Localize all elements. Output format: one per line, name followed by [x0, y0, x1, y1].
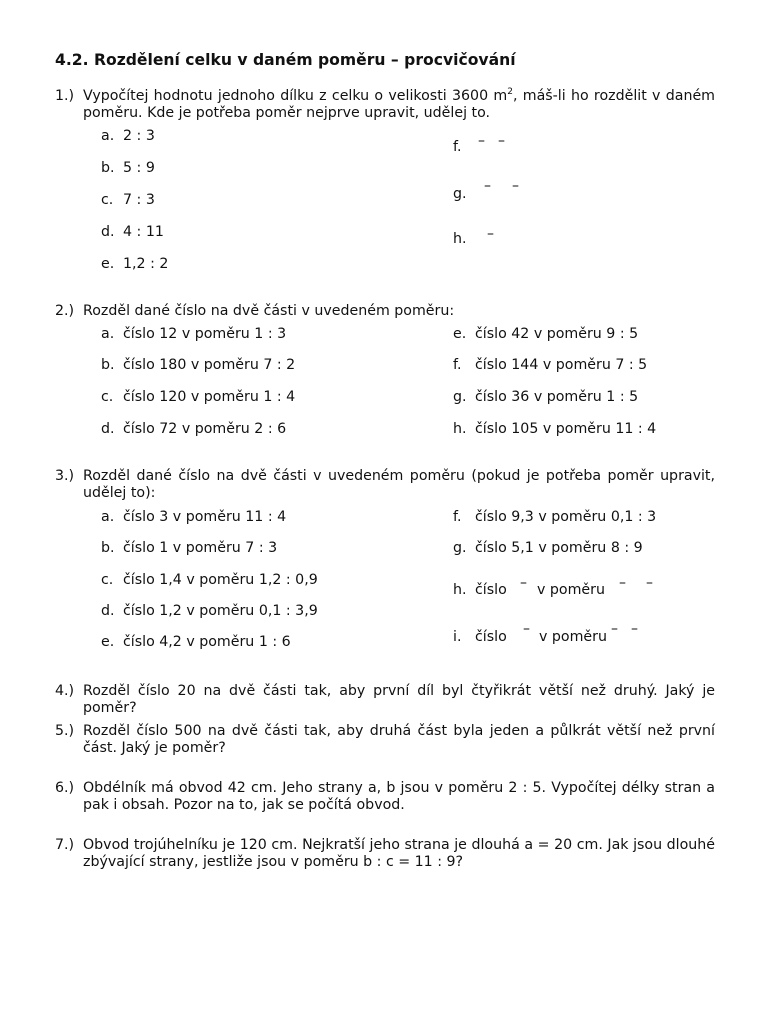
fraction-bar: – — [498, 133, 505, 149]
question-number: 5.) — [55, 723, 75, 739]
q2-item-a: a. číslo 12 v poměru 1 : 3 — [101, 326, 287, 342]
question-text: Rozděl dané číslo na dvě části v uvedeném poměru (pokud je potřeba poměr upravit, udělej to): — [83, 468, 715, 501]
page-title: 4.2. Rozdělení celku v daném poměru – procvičování — [55, 51, 516, 69]
q2-item-e: e. číslo 42 v poměru 9 : 5 — [453, 326, 639, 342]
question-2 — [55, 303, 715, 320]
q1-item-g: g. — [453, 186, 467, 202]
q2-item-b: b. číslo 180 v poměru 7 : 2 — [101, 357, 296, 373]
q2-item-f: f. číslo 144 v poměru 7 : 5 — [453, 357, 648, 373]
question-4 — [55, 683, 715, 717]
fraction-bar: – — [520, 575, 527, 591]
fraction-bar: – — [646, 575, 653, 591]
q3-item-b: b. číslo 1 v poměru 7 : 3 — [101, 540, 278, 556]
q3-item-a: a. číslo 3 v poměru 11 : 4 — [101, 509, 287, 525]
question-text: Rozděl dané číslo na dvě části v uvedeném poměru: — [83, 303, 455, 319]
question-3 — [55, 468, 715, 502]
q3-item-g: g. číslo 5,1 v poměru 8 : 9 — [453, 540, 643, 556]
q3-item-h: h. číslo — [453, 582, 507, 598]
question-7 — [55, 837, 715, 871]
question-text: Obdélník má obvod 42 cm. Jeho strany a, b jsou v poměru 2 : 5. Vypočítej délky stran a pak i obsah. Pozor na to, jak se počítá obvod. — [83, 780, 715, 813]
question-5 — [55, 723, 715, 757]
fraction-bar: – — [523, 621, 530, 637]
q1-item-f: f. — [453, 139, 462, 155]
q3-item-d: d. číslo 1,2 v poměru 0,1 : 3,9 — [101, 603, 318, 619]
q1-item-h: h. — [453, 231, 467, 247]
q3-item-h-ratio-label: v poměru — [537, 582, 605, 598]
q2-item-h: h. číslo 105 v poměru 11 : 4 — [453, 421, 657, 437]
fraction-bar: – — [487, 226, 494, 242]
question-number: 6.) — [55, 780, 75, 796]
q1-item-c: c. 7 : 3 — [101, 192, 155, 208]
q3-item-i-ratio-label: v poměru — [539, 629, 607, 645]
question-text: Vypočítej hodnotu jednoho dílku z celku o velikosti 3600 $m^2$, máš-li ho rozdělit v daném poměru. Kde je potřeba poměr nejprve upravit, udělej to. — [83, 87, 715, 121]
q2-item-d: d. číslo 72 v poměru 2 : 6 — [101, 421, 287, 437]
question-text: Rozděl číslo 20 na dvě části tak, aby první díl byl čtyřikrát větší než druhý. Jaký je poměr? — [83, 683, 715, 716]
q3-item-e: e. číslo 4,2 v poměru 1 : 6 — [101, 634, 291, 650]
fraction-bar: – — [631, 621, 638, 637]
question-number: 4.) — [55, 683, 75, 699]
question-1 — [55, 88, 715, 122]
q3-item-i: i. číslo — [453, 629, 507, 645]
q2-item-c: c. číslo 120 v poměru 1 : 4 — [101, 389, 296, 405]
q1-item-a: a. 2 : 3 — [101, 128, 155, 144]
question-6 — [55, 780, 715, 814]
fraction-bar: – — [484, 178, 491, 194]
fraction-bar: – — [619, 575, 626, 591]
q1-item-b: b. 5 : 9 — [101, 160, 155, 176]
question-number: 2.) — [55, 303, 75, 319]
q3-item-c: c. číslo 1,4 v poměru 1,2 : 0,9 — [101, 572, 318, 588]
fraction-bar: – — [478, 133, 485, 149]
question-number: 7.) — [55, 837, 75, 853]
question-text: Obvod trojúhelníku je 120 cm. Nejkratší jeho strana je dlouhá a = 20 cm. Jak jsou dlouhé zbývající strany, jestliže jsou v poměru b : c = 11 : 9? — [83, 837, 715, 870]
question-number: 1.) — [55, 88, 75, 104]
fraction-bar: – — [611, 621, 618, 637]
question-text: Rozděl číslo 500 na dvě části tak, aby druhá část byla jeden a půlkrát větší než první část. Jaký je poměr? — [83, 723, 715, 756]
question-number: 3.) — [55, 468, 75, 484]
fraction-bar: – — [512, 178, 519, 194]
q1-item-e: e. 1,2 : 2 — [101, 256, 169, 272]
q3-item-f: f. číslo 9,3 v poměru 0,1 : 3 — [453, 509, 657, 525]
q1-item-d: d. 4 : 11 — [101, 224, 164, 240]
q2-item-g: g. číslo 36 v poměru 1 : 5 — [453, 389, 639, 405]
